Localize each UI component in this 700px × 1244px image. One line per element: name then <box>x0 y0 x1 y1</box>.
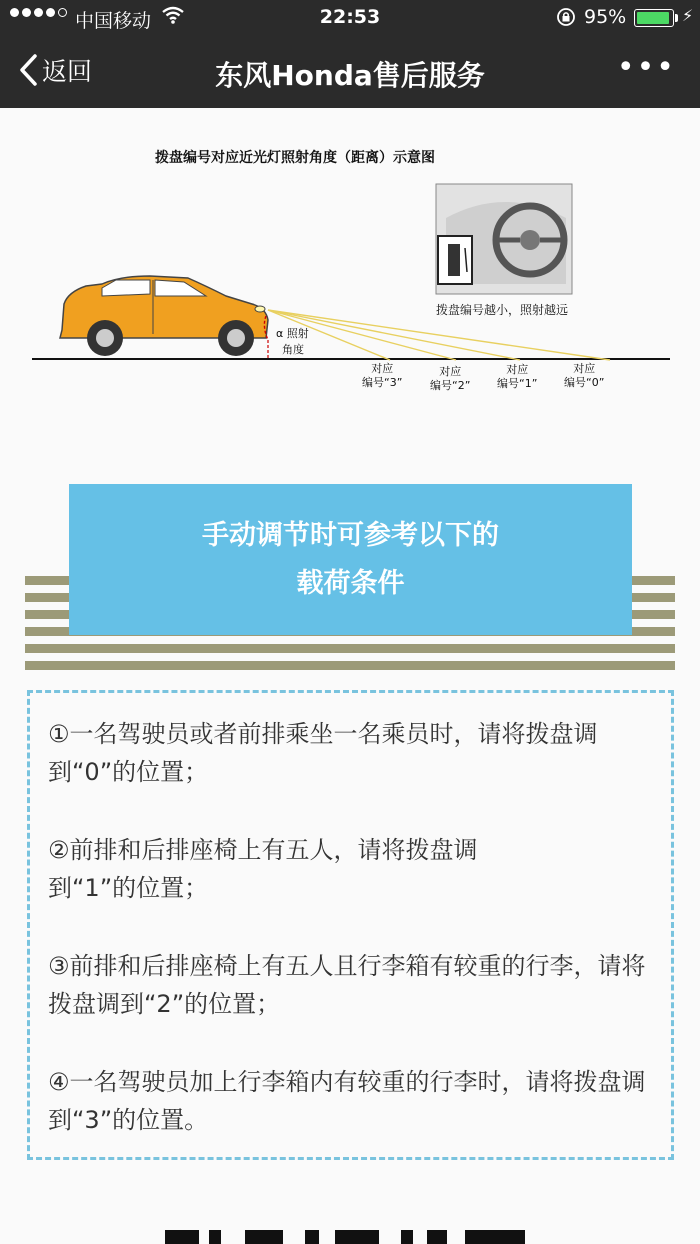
battery-icon <box>634 9 674 27</box>
battery-tip <box>675 14 678 22</box>
carrier-name: 中国移动 <box>75 10 152 32</box>
condition-item: ②前排和后排座椅上有五人，请将拨盘调到“1”的位置； <box>48 836 478 902</box>
section-banner <box>69 484 632 635</box>
back-label: 返回 <box>42 57 93 86</box>
page-title: 东风Honda售后服务 <box>215 59 485 92</box>
position-label-2: 对应 编号“2” <box>430 365 471 392</box>
battery-percent: 95% <box>584 6 627 28</box>
load-conditions-box <box>27 690 674 1160</box>
position-label-3: 对应 编号“3” <box>362 362 403 389</box>
condition-item: ③前排和后排座椅上有五人且行李箱有较重的行李，请将拨盘调到“2”的位置； <box>48 952 646 1018</box>
clock: 22:53 <box>319 6 381 28</box>
banner-line-1: 手动调节时可参考以下的 <box>202 519 499 551</box>
position-label-1: 对应 编号“1” <box>497 363 538 390</box>
nav-bar <box>0 36 700 108</box>
dial-caption: 拨盘编号越小，照射越远 <box>436 303 569 317</box>
angle-label: α 照射 角度 <box>276 327 309 356</box>
condition-item: ①一名驾驶员或者前排乘坐一名乘员时，请将拨盘调到“0”的位置； <box>48 720 598 786</box>
headlight-diagram <box>0 108 700 418</box>
condition-item: ④一名驾驶员加上行李箱内有较重的行李时，请将拨盘调到“3”的位置。 <box>48 1068 646 1134</box>
position-label-0: 对应 编号“0” <box>564 362 605 389</box>
rotation-lock-icon <box>556 7 576 32</box>
banner-line-2: 载荷条件 <box>296 567 405 599</box>
status-bar <box>0 0 700 36</box>
charging-icon: ⚡ <box>682 6 694 25</box>
qr-code-partial <box>165 1230 525 1244</box>
more-options-button[interactable]: ••• <box>616 50 676 85</box>
article-content <box>0 108 700 1244</box>
diagram-title: 拨盘编号对应近光灯照射角度（距离）示意图 <box>155 150 435 166</box>
